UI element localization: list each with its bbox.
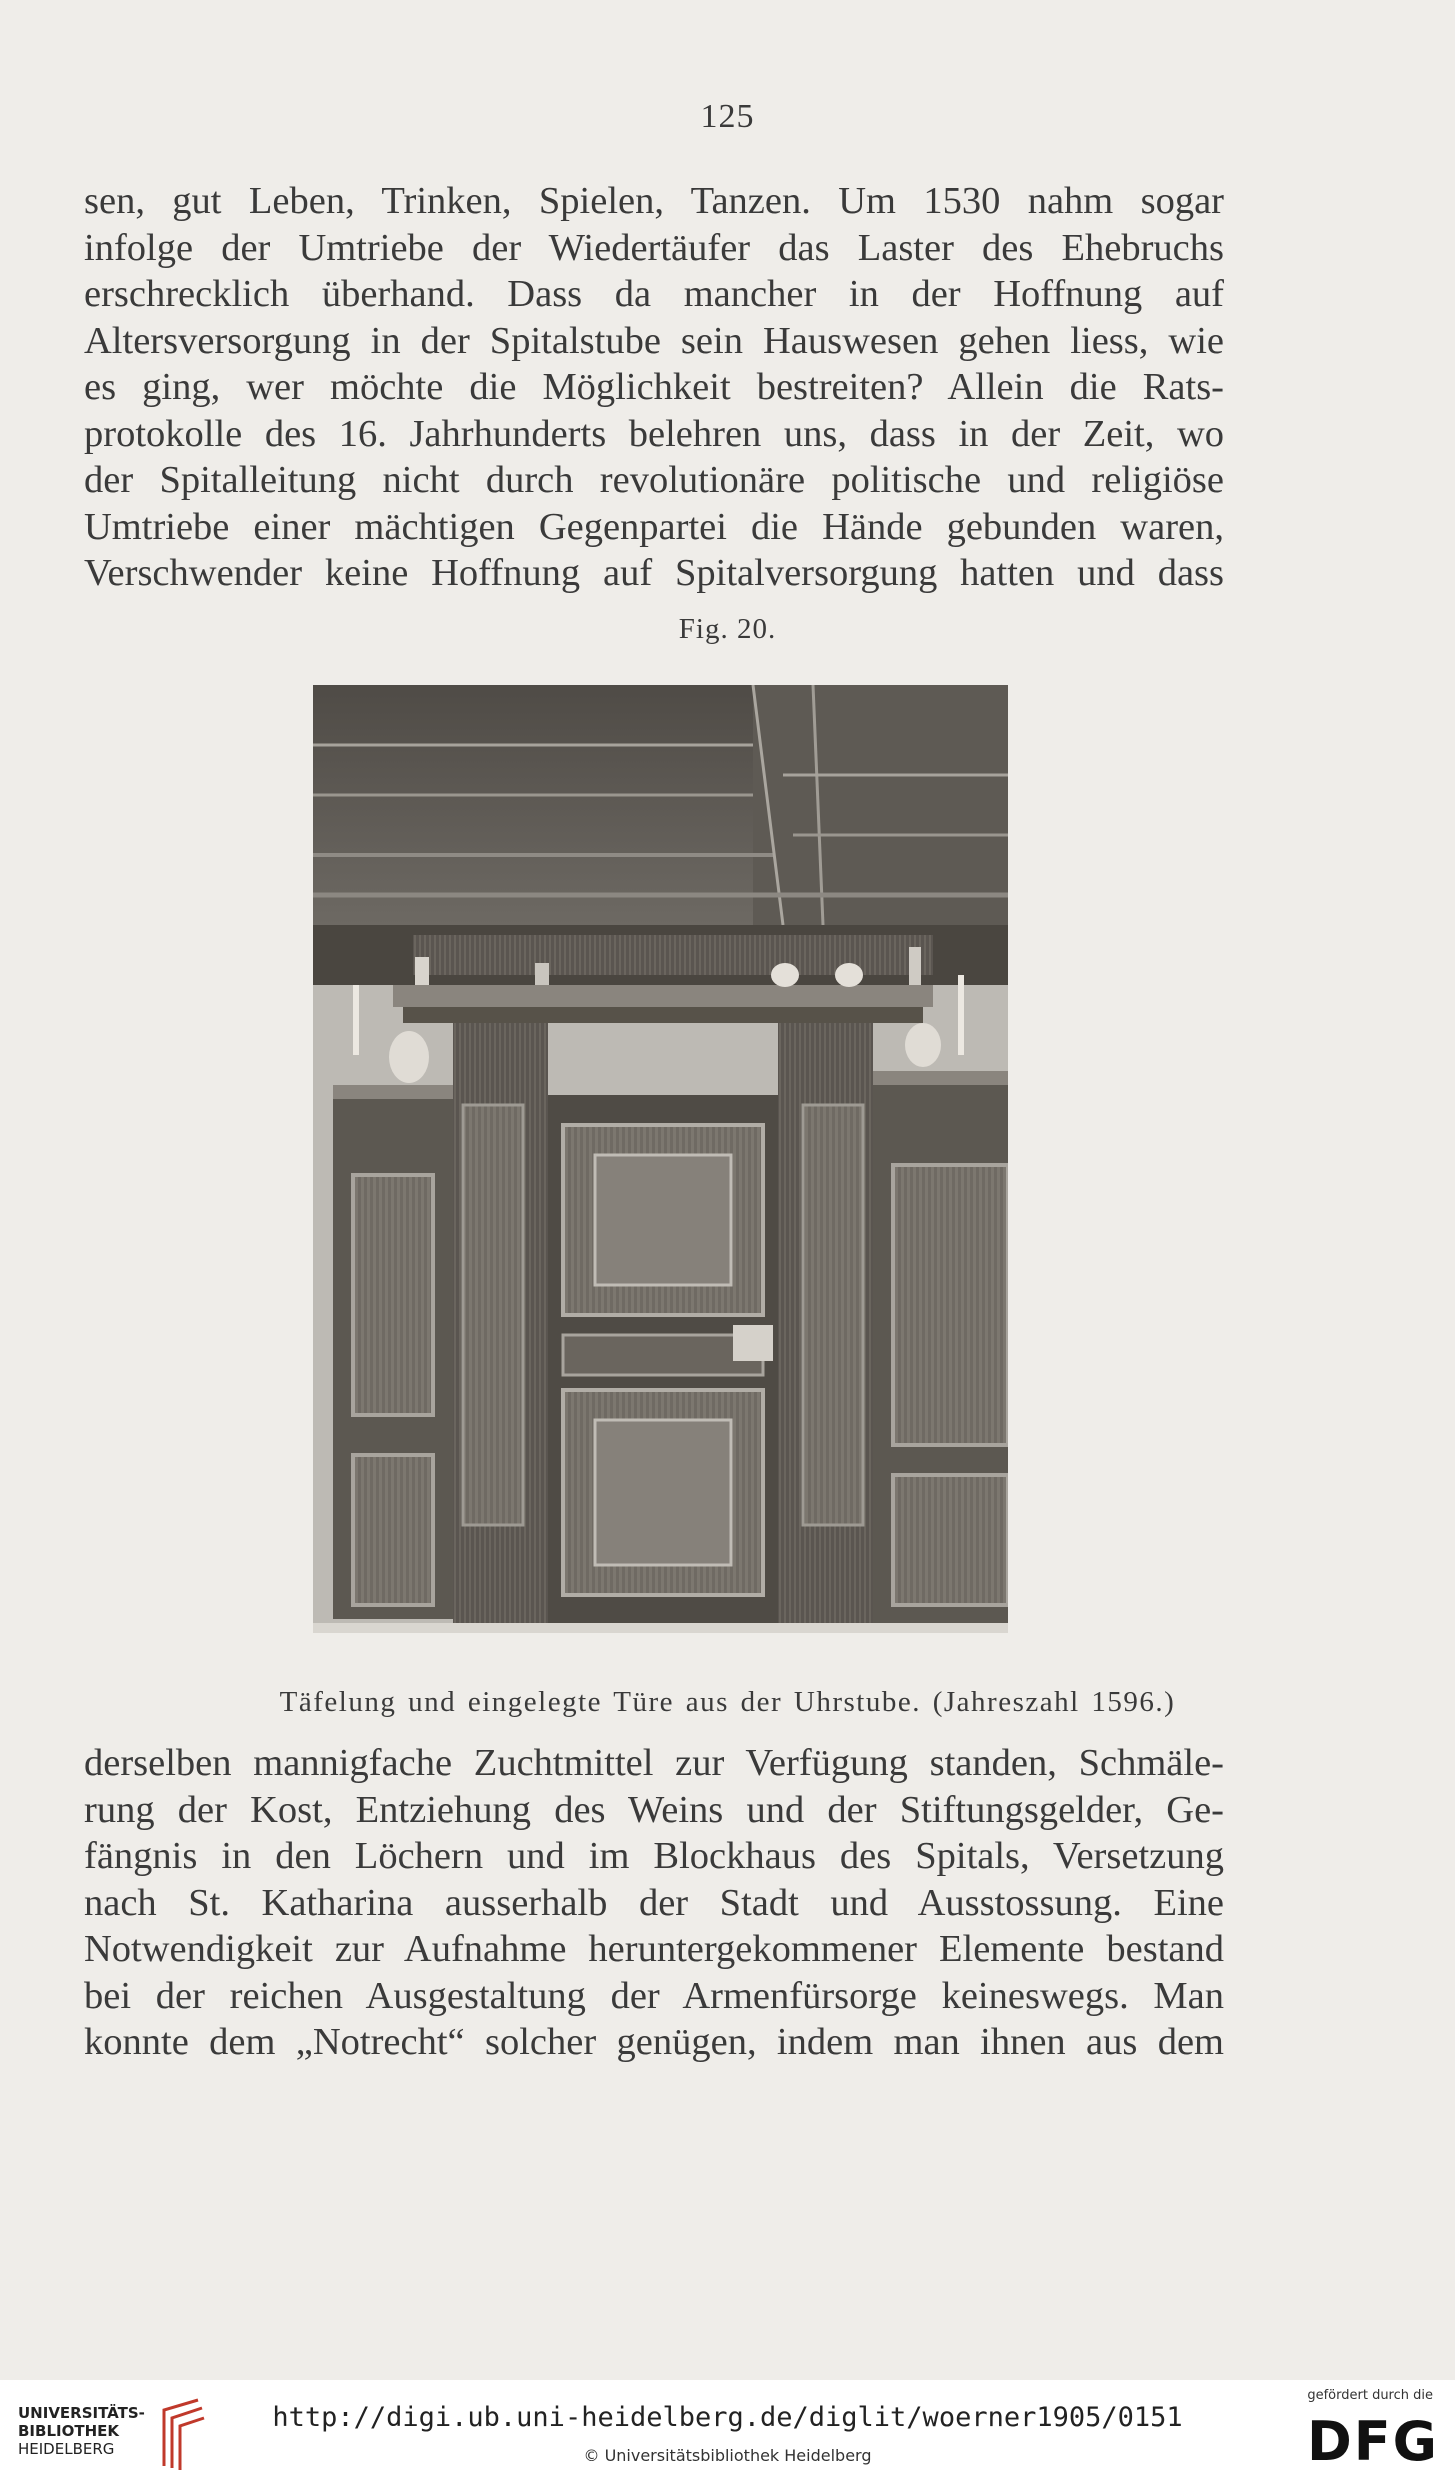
text-line: derselben mannigfache Zuchtmittel zur Verfügung standen, Schmäle- xyxy=(84,1742,1224,1784)
dfg-logo xyxy=(1261,2388,1441,2474)
text-line: protokolle des 16. Jahrhunderts belehren uns, dass in der Zeit, wo xyxy=(84,412,1224,455)
page-number: 125 xyxy=(700,98,755,135)
copyright-text: © Universitätsbibliothek Heidelberg xyxy=(583,2446,872,2465)
text-line: es ging, wer möchte die Möglichkeit bestreiten? Allein die Rats- xyxy=(84,366,1224,408)
text-line: erschrecklich überhand. Dass da mancher in der Hoffnung auf xyxy=(84,273,1224,315)
text-line: konnte dem „Notrecht“ solcher genügen, indem man ihnen aus dem xyxy=(84,2021,1224,2063)
library-name-line1: UNIVERSITÄTS- xyxy=(18,2404,145,2422)
text-line: nach St. Katharina ausserhalb der Stadt und Ausstossung. Eine xyxy=(84,1881,1224,1924)
library-name-line2: BIBLIOTHEK xyxy=(18,2422,119,2440)
dfg-wordmark: DFG xyxy=(1306,2410,1439,2473)
text-line: Verschwender keine Hoffnung auf Spitalversorgung hatten und dass xyxy=(84,552,1224,594)
footer-bar xyxy=(0,2380,1455,2482)
figure-caption: Täfelung und eingelegte Türe aus der Uhrstube. (Jahreszahl 1596.) xyxy=(279,1686,1176,1718)
figure-label: Fig. 20. xyxy=(678,613,777,645)
source-url-link[interactable]: http://digi.ub.uni-heidelberg.de/diglit/woerner1905/0151 xyxy=(272,2402,1183,2433)
text-line: sen, gut Leben, Trinken, Spielen, Tanzen. Um 1530 nahm sogar xyxy=(84,180,1224,222)
text-line: Altersversorgung in der Spitalstube sein Hauswesen gehen liess, wie xyxy=(84,319,1224,362)
funded-by-text: gefördert durch die xyxy=(1307,2388,1433,2403)
paragraph-bottom xyxy=(84,1740,1224,2066)
text-line: bei der reichen Ausgestaltung der Armenfürsorge keineswegs. Man xyxy=(84,1974,1224,2017)
library-name-line3: HEIDELBERG xyxy=(18,2440,115,2458)
text-line: infolge der Umtriebe der Wiedertäufer das Laster des Ehebruchs xyxy=(84,226,1224,269)
text-line: fängnis in den Löchern und im Blockhaus des Spitals, Versetzung xyxy=(84,1835,1224,1877)
text-line: Notwendigkeit zur Aufnahme heruntergekommener Elemente bestand xyxy=(84,1928,1224,1970)
text-line: rung der Kost, Entziehung des Weins und der Stiftungsgelder, Ge- xyxy=(84,1788,1224,1831)
figure-photo-door-panelling xyxy=(313,685,1008,1633)
paragraph-top xyxy=(84,178,1224,597)
text-line: Umtriebe einer mächtigen Gegenpartei die Hände gebunden waren, xyxy=(84,505,1224,548)
text-line: der Spitalleitung nicht durch revolutionäre politische und religiöse xyxy=(84,459,1224,501)
